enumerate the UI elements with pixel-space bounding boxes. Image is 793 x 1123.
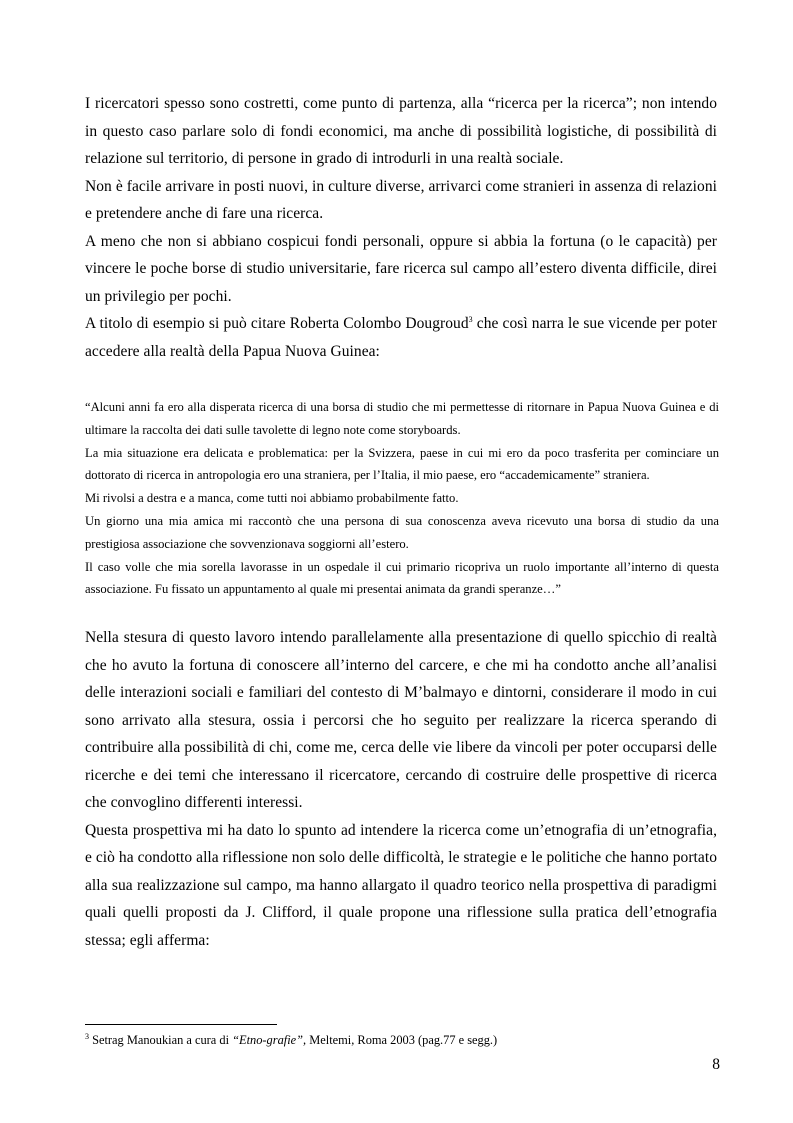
quote-paragraph: Mi rivolsi a destra e a manca, come tutti noi abbiamo probabilmente fatto. — [85, 491, 459, 506]
footnote-ref[interactable]: 3 — [468, 314, 473, 324]
quote-paragraph: La mia situazione era delicata e problematica: per la Svizzera, paese in cui mi ero da poco trasferita per cominciare un dottorato di ricerca in antropologia ero una straniera, per l’Italia, il mio paese, ero “accademicamente” straniera. — [85, 445, 719, 483]
quote-paragraph: Il caso volle che mia sorella lavorasse in un ospedale il cui primario ricopriva un ruolo importante all’interno di questa associazione. Fu fissato un appuntamento al quale mi presentai animata da grandi speranze…” — [85, 559, 719, 597]
quote-paragraph: “Alcuni anni fa ero alla disperata ricerca di una borsa di studio che mi permettesse di ritornare in Papua Nuova Guinea e di ultimare la raccolta dei dati sulle tavolette di legno note come storyboards. — [85, 400, 719, 437]
body-text-bottom — [85, 624, 717, 954]
citation-text-before: A titolo di esempio si può citare Roberta Colombo Dougroud — [85, 315, 469, 332]
paragraph-citation — [85, 310, 717, 365]
paragraph-researchers: I ricercatori spesso sono costretti, come punto di partenza, alla “ricerca per la ricerca”; non intendo in questo caso parlare solo di fondi economici, ma anche di possibilità logistiche, di possibilità di relazione sul territorio, di persone in grado di introdurli in una realtà sociale. — [85, 95, 717, 167]
footnote-author: Setrag Manoukian a cura di — [89, 1033, 233, 1047]
page-number: 8 — [712, 1056, 720, 1073]
footnote-number: 3 — [85, 1031, 89, 1041]
paragraph-new-places: Non è facile arrivare in posti nuovi, in culture diverse, arrivarci come stranieri in assenza di relazioni e pretendere anche di fare una ricerca. — [85, 177, 717, 222]
block-quote — [85, 396, 719, 601]
footnote-publisher: Meltemi, Roma 2003 (pag.77 e segg.) — [306, 1033, 498, 1047]
paragraph-prospettiva: Questa prospettiva mi ha dato lo spunto ad intendere la ricerca come un’etnografia di un’etnografia, e ciò ha condotto alla riflessione non solo delle difficoltà, le strategie e le politiche che hanno portato alla sua realizzazione sul campo, ma hanno allargato il quadro teorico nella prospettiva di paradigmi quali quelli proposti da J. Clifford, il quale propone una riflessione sulla pratica dell’etnografia stessa; egli afferma: — [85, 821, 717, 949]
footnote-title: “Etno-grafie”, — [232, 1033, 307, 1047]
footnote-divider — [85, 1024, 277, 1025]
body-text-top — [85, 90, 717, 365]
quote-paragraph: Un giorno una mia amica mi raccontò che una persona di sua conoscenza aveva ricevuto una borsa di studio da una prestigiosa associazione che sovvenzionava soggiorni all’estero. — [85, 513, 719, 551]
footnote — [85, 1031, 717, 1049]
citation-text-after: che così narra le sue vicende per poter accedere alla realtà della Papua Nuova Guinea: — [85, 315, 717, 360]
paragraph-funds: A meno che non si abbiano cospicui fondi personali, oppure si abbia la fortuna (o le capacità) per vincere le poche borse di studio universitarie, fare ricerca sul campo all’estero diventa difficile, direi un privilegio per pochi. — [85, 232, 717, 305]
paragraph-stesura: Nella stesura di questo lavoro intendo parallelamente alla presentazione di quello spicchio di realtà che ho avuto la fortuna di conoscere all’interno del carcere, e che mi ha condotto anche all’analisi delle interazioni sociali e familiari del contesto di M’balmayo e dintorni, considerare il modo in cui sono arrivato alla stesura, ossia i percorsi che ho seguito per realizzare la ricerca sperando di contribuire alla possibilità di chi, come me, cerca delle vie libere da vincoli per poter occuparsi delle ricerche e dei temi che interessano il ricercatore, cercando di costruire delle prospettive di ricerca che convoglino differenti interessi. — [85, 629, 717, 811]
